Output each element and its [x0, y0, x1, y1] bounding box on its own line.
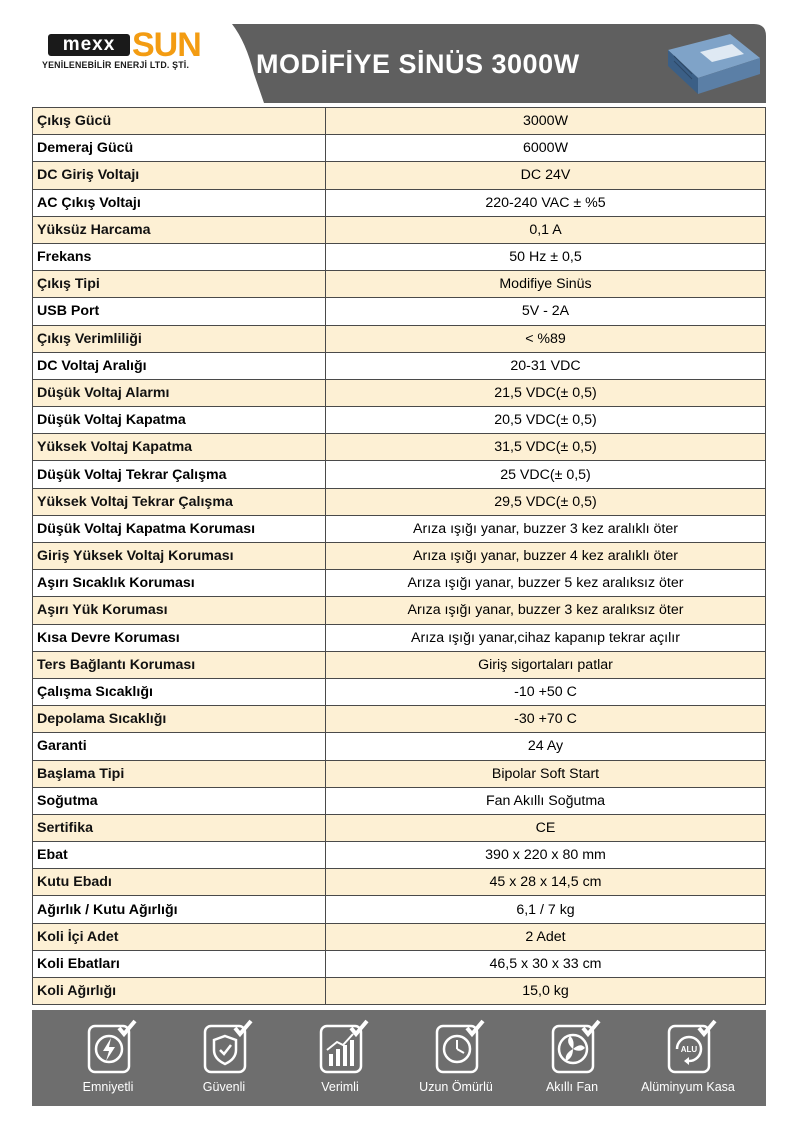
spec-label: Koli Ağırlığı: [33, 978, 326, 1005]
spec-label: Yüksüz Harcama: [33, 216, 326, 243]
growth-chart-icon: [305, 1018, 375, 1078]
spec-label: USB Port: [33, 298, 326, 325]
alu-icon-text: ALU: [680, 1045, 698, 1054]
spec-value: Arıza ışığı yanar, buzzer 4 kez aralıklı öter: [326, 543, 766, 570]
spec-row: [33, 896, 766, 923]
logo-subtitle: YENİLENEBİLİR ENERJİ LTD. ŞTİ.: [42, 60, 190, 70]
logo-sun: SUN: [132, 26, 201, 64]
spec-value: 5V - 2A: [326, 298, 766, 325]
spec-value: CE: [326, 814, 766, 841]
feature-label: Verimli: [321, 1080, 359, 1094]
spec-table: [32, 107, 766, 1005]
feature-verimli: [280, 1018, 400, 1102]
inverter-product-image: [660, 28, 764, 98]
spec-value: 21,5 VDC(± 0,5): [326, 379, 766, 406]
spec-value: DC 24V: [326, 162, 766, 189]
spec-row: [33, 787, 766, 814]
spec-row: [33, 543, 766, 570]
spec-label: Düşük Voltaj Kapatma Koruması: [33, 515, 326, 542]
feature-label: Alüminyum Kasa: [641, 1080, 735, 1094]
spec-row: [33, 978, 766, 1005]
company-logo: [42, 26, 207, 80]
spec-value: 6000W: [326, 135, 766, 162]
spec-label: Demeraj Gücü: [33, 135, 326, 162]
spec-row: [33, 488, 766, 515]
spec-label: Kutu Ebadı: [33, 869, 326, 896]
spec-label: Ağırlık / Kutu Ağırlığı: [33, 896, 326, 923]
spec-value: 45 x 28 x 14,5 cm: [326, 869, 766, 896]
spec-value: 0,1 A: [326, 216, 766, 243]
spec-row: [33, 352, 766, 379]
spec-value: 50 Hz ± 0,5: [326, 243, 766, 270]
spec-label: Koli Ebatları: [33, 950, 326, 977]
spec-row: [33, 108, 766, 135]
spec-row: [33, 298, 766, 325]
spec-row: [33, 407, 766, 434]
feature-akilli-fan: [512, 1018, 632, 1102]
spec-value: Modifiye Sinüs: [326, 271, 766, 298]
spec-value: 220-240 VAC ± %5: [326, 189, 766, 216]
spec-value: 29,5 VDC(± 0,5): [326, 488, 766, 515]
spec-row: [33, 651, 766, 678]
spec-row: [33, 325, 766, 352]
spec-label: Çıkış Tipi: [33, 271, 326, 298]
spec-row: [33, 461, 766, 488]
spec-value: < %89: [326, 325, 766, 352]
spec-row: [33, 733, 766, 760]
spec-value: 20,5 VDC(± 0,5): [326, 407, 766, 434]
spec-row: [33, 570, 766, 597]
spec-row: [33, 162, 766, 189]
spec-label: Aşırı Yük Koruması: [33, 597, 326, 624]
alu-recycle-icon: [653, 1018, 723, 1078]
spec-value: 46,5 x 30 x 33 cm: [326, 950, 766, 977]
spec-label: Düşük Voltaj Kapatma: [33, 407, 326, 434]
header: [32, 24, 766, 103]
spec-value: -30 +70 C: [326, 706, 766, 733]
feature-guvenli: [164, 1018, 284, 1102]
spec-label: Soğutma: [33, 787, 326, 814]
spec-label: AC Çıkış Voltajı: [33, 189, 326, 216]
feature-label: Emniyetli: [82, 1080, 134, 1094]
spec-label: Kısa Devre Koruması: [33, 624, 326, 651]
lightning-shield-icon: [73, 1018, 143, 1078]
spec-label: Düşük Voltaj Tekrar Çalışma: [33, 461, 326, 488]
spec-label: Düşük Voltaj Alarmı: [33, 379, 326, 406]
spec-row: [33, 243, 766, 270]
spec-label: Çıkış Gücü: [33, 108, 326, 135]
spec-value: Arıza ışığı yanar, buzzer 5 kez aralıksız öter: [326, 570, 766, 597]
spec-row: [33, 379, 766, 406]
spec-value: 31,5 VDC(± 0,5): [326, 434, 766, 461]
spec-row: [33, 216, 766, 243]
spec-value: -10 +50 C: [326, 678, 766, 705]
spec-row: [33, 950, 766, 977]
feature-label: Uzun Ömürlü: [419, 1080, 493, 1094]
spec-value: 3000W: [326, 108, 766, 135]
spec-row: [33, 923, 766, 950]
feature-label: Akıllı Fan: [545, 1080, 599, 1094]
spec-value: Arıza ışığı yanar, buzzer 3 kez aralıksız öter: [326, 597, 766, 624]
spec-row: [33, 135, 766, 162]
spec-value: Bipolar Soft Start: [326, 760, 766, 787]
spec-label: Frekans: [33, 243, 326, 270]
features-footer: [32, 1010, 766, 1106]
spec-row: [33, 814, 766, 841]
spec-row: [33, 189, 766, 216]
spec-row: [33, 678, 766, 705]
spec-row: [33, 271, 766, 298]
spec-value: 6,1 / 7 kg: [326, 896, 766, 923]
spec-value: 24 Ay: [326, 733, 766, 760]
spec-label: Garanti: [33, 733, 326, 760]
spec-label: Sertifika: [33, 814, 326, 841]
spec-row: [33, 597, 766, 624]
spec-label: Ebat: [33, 842, 326, 869]
spec-value: 15,0 kg: [326, 978, 766, 1005]
feature-emniyetli: [48, 1018, 168, 1102]
spec-row: [33, 515, 766, 542]
spec-label: Yüksek Voltaj Tekrar Çalışma: [33, 488, 326, 515]
fan-icon: [537, 1018, 607, 1078]
spec-label: Çıkış Verimliliği: [33, 325, 326, 352]
page-title: MODİFİYE SİNÜS 3000W: [256, 49, 580, 79]
spec-label: Ters Bağlantı Koruması: [33, 651, 326, 678]
spec-value: Arıza ışığı yanar, buzzer 3 kez aralıklı öter: [326, 515, 766, 542]
spec-label: Aşırı Sıcaklık Koruması: [33, 570, 326, 597]
spec-label: DC Voltaj Aralığı: [33, 352, 326, 379]
spec-label: Çalışma Sıcaklığı: [33, 678, 326, 705]
spec-value: Fan Akıllı Soğutma: [326, 787, 766, 814]
spec-row: [33, 434, 766, 461]
spec-value: Arıza ışığı yanar,cihaz kapanıp tekrar açılır: [326, 624, 766, 651]
spec-row: [33, 706, 766, 733]
spec-row: [33, 624, 766, 651]
spec-row: [33, 869, 766, 896]
feature-label: Güvenli: [202, 1080, 246, 1094]
spec-label: Koli İçi Adet: [33, 923, 326, 950]
spec-value: Giriş sigortaları patlar: [326, 651, 766, 678]
spec-label: Başlama Tipi: [33, 760, 326, 787]
spec-row: [33, 760, 766, 787]
spec-value: 20-31 VDC: [326, 352, 766, 379]
shield-check-icon: [189, 1018, 259, 1078]
spec-value: 25 VDC(± 0,5): [326, 461, 766, 488]
logo-mexx: mexx: [48, 34, 130, 56]
spec-label: Yüksek Voltaj Kapatma: [33, 434, 326, 461]
feature-uzun-omurlu: [396, 1018, 516, 1102]
spec-label: DC Giriş Voltajı: [33, 162, 326, 189]
feature-aluminyum-kasa: [628, 1018, 748, 1102]
spec-row: [33, 842, 766, 869]
spec-label: Depolama Sıcaklığı: [33, 706, 326, 733]
spec-label: Giriş Yüksek Voltaj Koruması: [33, 543, 326, 570]
spec-value: 390 x 220 x 80 mm: [326, 842, 766, 869]
clock-icon: [421, 1018, 491, 1078]
spec-value: 2 Adet: [326, 923, 766, 950]
